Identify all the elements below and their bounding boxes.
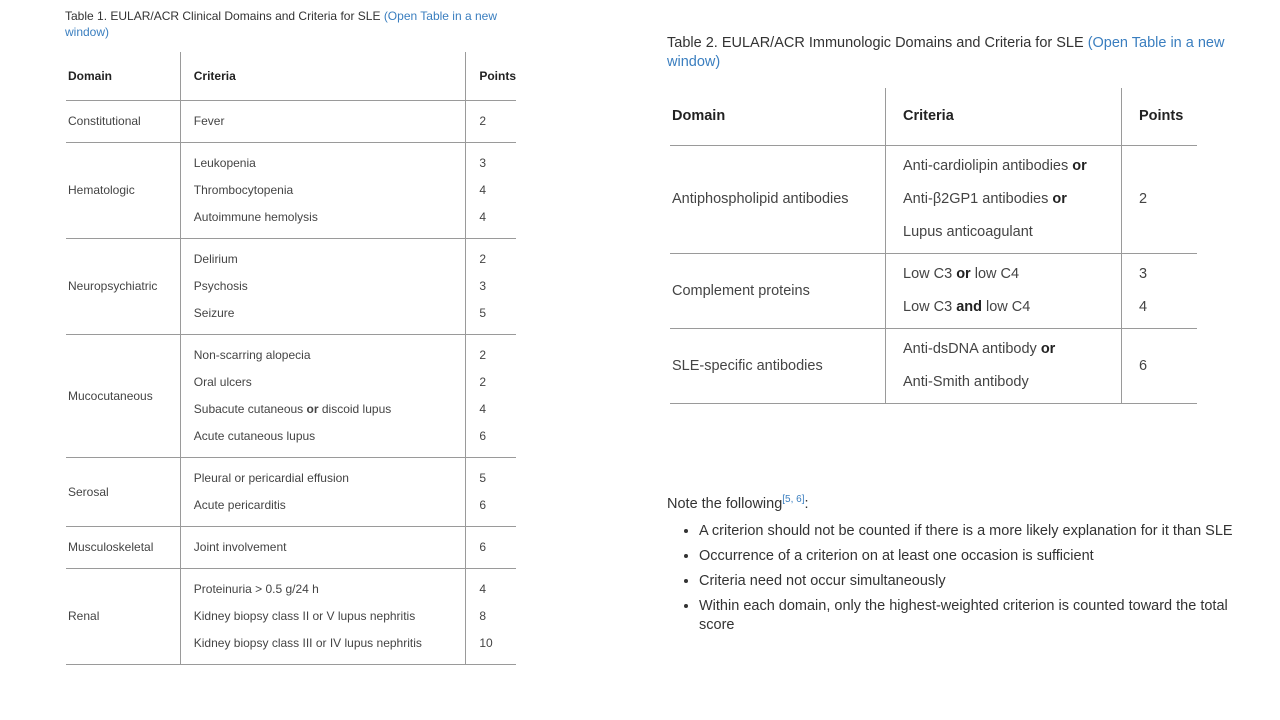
table1-criteria-cell (180, 142, 466, 238)
table1-points-cell (466, 100, 516, 142)
table1-header-row (66, 52, 516, 100)
table1-points-cell (466, 526, 516, 568)
table1-criterion-points: 4 (479, 581, 487, 596)
table2-criterion-connector: or (1040, 340, 1056, 357)
table1-criterion: Fever (193, 113, 225, 128)
table1-criterion-points: 8 (479, 608, 487, 623)
table1-criterion: Seizure (193, 305, 235, 320)
table2-criterion-connector: or (1052, 190, 1067, 207)
notes-list-item: • Within each domain, only the highest-weighted criterion is counted toward the total score (699, 597, 1257, 635)
table2-header-row (670, 88, 1197, 145)
table1-row (66, 238, 516, 334)
table1-domain-cell: Musculoskeletal (68, 540, 154, 554)
table2-criteria-list (903, 254, 1121, 328)
table2-criteria-list (903, 329, 1121, 403)
table1-criterion: Delirium (193, 251, 238, 266)
table1-points-list (479, 569, 516, 664)
table1-row (66, 457, 516, 526)
table2-criterion-points: 4 (1139, 298, 1148, 315)
table2-header-criteria: Criteria (886, 88, 1122, 145)
table1-criteria-list (194, 527, 466, 568)
table1-criteria-list (194, 239, 466, 334)
table1-criterion: Kidney biopsy class II or V lupus nephritis (193, 608, 416, 623)
table2-criterion: Anti-dsDNA antibody or (903, 340, 1056, 357)
table2-row (670, 145, 1197, 253)
table2-criterion: Anti-cardiolipin antibodies or (903, 157, 1087, 174)
table1-domain-cell: Serosal (68, 484, 109, 499)
table1-domain-cell: Mucocutaneous (68, 388, 153, 403)
table1-criterion-points: 3 (479, 155, 487, 170)
notes-intro: Note the following[5, 6]: (667, 494, 809, 512)
table2-points-cell (1122, 253, 1198, 328)
table2-points-cell (1122, 328, 1198, 403)
table1-criterion-points: 10 (479, 635, 493, 650)
table2-criterion-points: 6 (1139, 357, 1148, 374)
table1-criterion: Joint involvement (193, 539, 287, 554)
table1-criteria-list (194, 569, 466, 664)
table2-points-list (1139, 146, 1197, 253)
table1-domain-cell: Neuropsychiatric (68, 279, 158, 293)
table1-points-list (479, 143, 516, 238)
table1-header-criteria: Criteria (180, 52, 466, 100)
table1-criterion: Psychosis (193, 278, 248, 293)
table2-domain-cell: Complement proteins (672, 282, 810, 299)
notes-list-item: • A criterion should not be counted if there is a more likely explanation for it than SLE (699, 522, 1257, 541)
table1-criteria-cell (180, 334, 466, 457)
table1-criterion-points: 6 (479, 497, 487, 512)
table1-criterion-points: 4 (479, 401, 487, 416)
table2-points-list (1139, 254, 1197, 328)
table1-criterion-points: 2 (479, 251, 487, 266)
table1-criteria-cell (180, 568, 466, 664)
notes-list-item: • Occurrence of a criterion on at least one occasion is sufficient (699, 547, 1257, 566)
table2-header-domain: Domain (672, 108, 726, 125)
table1-criteria-list (194, 143, 466, 238)
table1-domain-cell: Constitutional (68, 114, 141, 128)
table2-title: Table 2. EULAR/ACR Immunologic Domains and Criteria for SLE (667, 35, 1084, 51)
table1-criteria-cell (180, 100, 466, 142)
table1-criterion-points: 4 (479, 182, 487, 197)
table1-points-cell (466, 142, 516, 238)
table1-row (66, 142, 516, 238)
table1-header-domain: Domain (68, 68, 113, 83)
table2-points-cell (1122, 145, 1198, 253)
table1-criteria-list (194, 458, 466, 526)
table2-criterion-points: 3 (1139, 265, 1148, 282)
table2-header-points: Points (1139, 108, 1184, 125)
table2-criterion-connector: or (956, 265, 971, 282)
notes-intro-text: Note the following (667, 496, 783, 512)
table1-criterion-points: 2 (479, 347, 487, 362)
table1-row (66, 568, 516, 664)
table1-title: Table 1. EULAR/ACR Clinical Domains and Criteria for SLE (65, 9, 381, 23)
table1-criteria-list (194, 101, 466, 142)
table1-criterion: Subacute cutaneous or discoid lupus (193, 401, 392, 416)
table2-criterion: Anti-β2GP1 antibodies or (903, 190, 1067, 207)
table1-criterion: Proteinuria > 0.5 g/24 h (193, 581, 319, 596)
table1-criterion-points: 3 (479, 278, 487, 293)
table1-criterion-points: 2 (479, 374, 487, 389)
table1-points-list (479, 458, 516, 526)
table2-criterion: Low C3 or low C4 (903, 265, 1020, 282)
table1-criterion: Thrombocytopenia (193, 182, 294, 197)
table1-open-link[interactable]: (Open Table in a new window) (65, 9, 497, 39)
notes-list (667, 522, 1257, 635)
table1-row (66, 100, 516, 142)
table1-criterion: Autoimmune hemolysis (193, 209, 318, 224)
table2-domain-cell: SLE-specific antibodies (672, 357, 823, 374)
table1-points-cell (466, 568, 516, 664)
table1-criterion: Acute cutaneous lupus (193, 428, 316, 443)
table1-criterion-points: 5 (479, 305, 487, 320)
table1-criterion: Acute pericarditis (193, 497, 286, 512)
table2-criterion: Low C3 and low C4 (903, 298, 1031, 315)
table2-criterion: Anti-Smith antibody (903, 373, 1029, 390)
table2-domain-cell: Antiphospholipid antibodies (672, 191, 849, 207)
table1-criterion: Non-scarring alopecia (193, 347, 311, 362)
table1-clinical-domains (66, 52, 516, 665)
table1-points-list (479, 335, 516, 457)
table1-criterion-points: 5 (479, 470, 487, 485)
table1-criterion: Pleural or pericardial effusion (193, 470, 349, 485)
table2-immunologic-domains (670, 88, 1197, 404)
table1-body (66, 100, 516, 664)
table2-criterion-points (1139, 216, 1197, 249)
table1-criterion-points: 2 (479, 113, 487, 128)
table2-criterion-connector: and (956, 298, 982, 315)
table1-caption (65, 8, 535, 40)
table1-points-cell (466, 334, 516, 457)
table1-criteria-cell (180, 526, 466, 568)
table1-criterion-points: 4 (479, 209, 487, 224)
table1-points-cell (466, 238, 516, 334)
table2-criteria-cell (886, 253, 1122, 328)
table2-caption (667, 34, 1247, 72)
table1-criterion: Oral ulcers (193, 374, 252, 389)
table2-criteria-cell (886, 328, 1122, 403)
table2-criterion-points: 2 (1139, 190, 1148, 207)
table2-open-link[interactable]: (Open Table in a new window) (667, 35, 1225, 70)
notes-section (667, 488, 1257, 641)
table1-criterion: Kidney biopsy class III or IV lupus nephritis (193, 635, 422, 650)
table2-criteria-list (903, 146, 1121, 253)
table1-points-list (479, 527, 516, 568)
notes-list-item: • Criteria need not occur simultaneously (699, 572, 1257, 591)
table1-criteria-list (194, 335, 466, 457)
table1-points-cell (466, 457, 516, 526)
table1-header-points: Points (479, 68, 516, 83)
table1-criteria-cell (180, 457, 466, 526)
table2-criterion-points (1139, 150, 1197, 183)
table1-row (66, 526, 516, 568)
table2-criterion: Lupus anticoagulant (903, 223, 1033, 240)
table1-domain-cell: Renal (68, 609, 100, 623)
table1-domain-cell: Hematologic (68, 183, 135, 197)
table2-row (670, 253, 1197, 328)
notes-reference-link[interactable]: [5, 6] (782, 494, 805, 505)
table2-body (670, 145, 1197, 403)
table2-row (670, 328, 1197, 403)
table1-points-list (479, 101, 516, 142)
table2-criterion-connector: or (1072, 157, 1087, 174)
table2-criteria-cell (886, 145, 1122, 253)
table1-criterion-points: 6 (479, 539, 487, 554)
table1-criteria-cell (180, 238, 466, 334)
table1-criterion-connector: or (306, 401, 319, 416)
table1-row (66, 334, 516, 457)
table1-criterion-points: 6 (479, 428, 487, 443)
table1-points-list (479, 239, 516, 334)
table1-criterion: Leukopenia (193, 155, 256, 170)
